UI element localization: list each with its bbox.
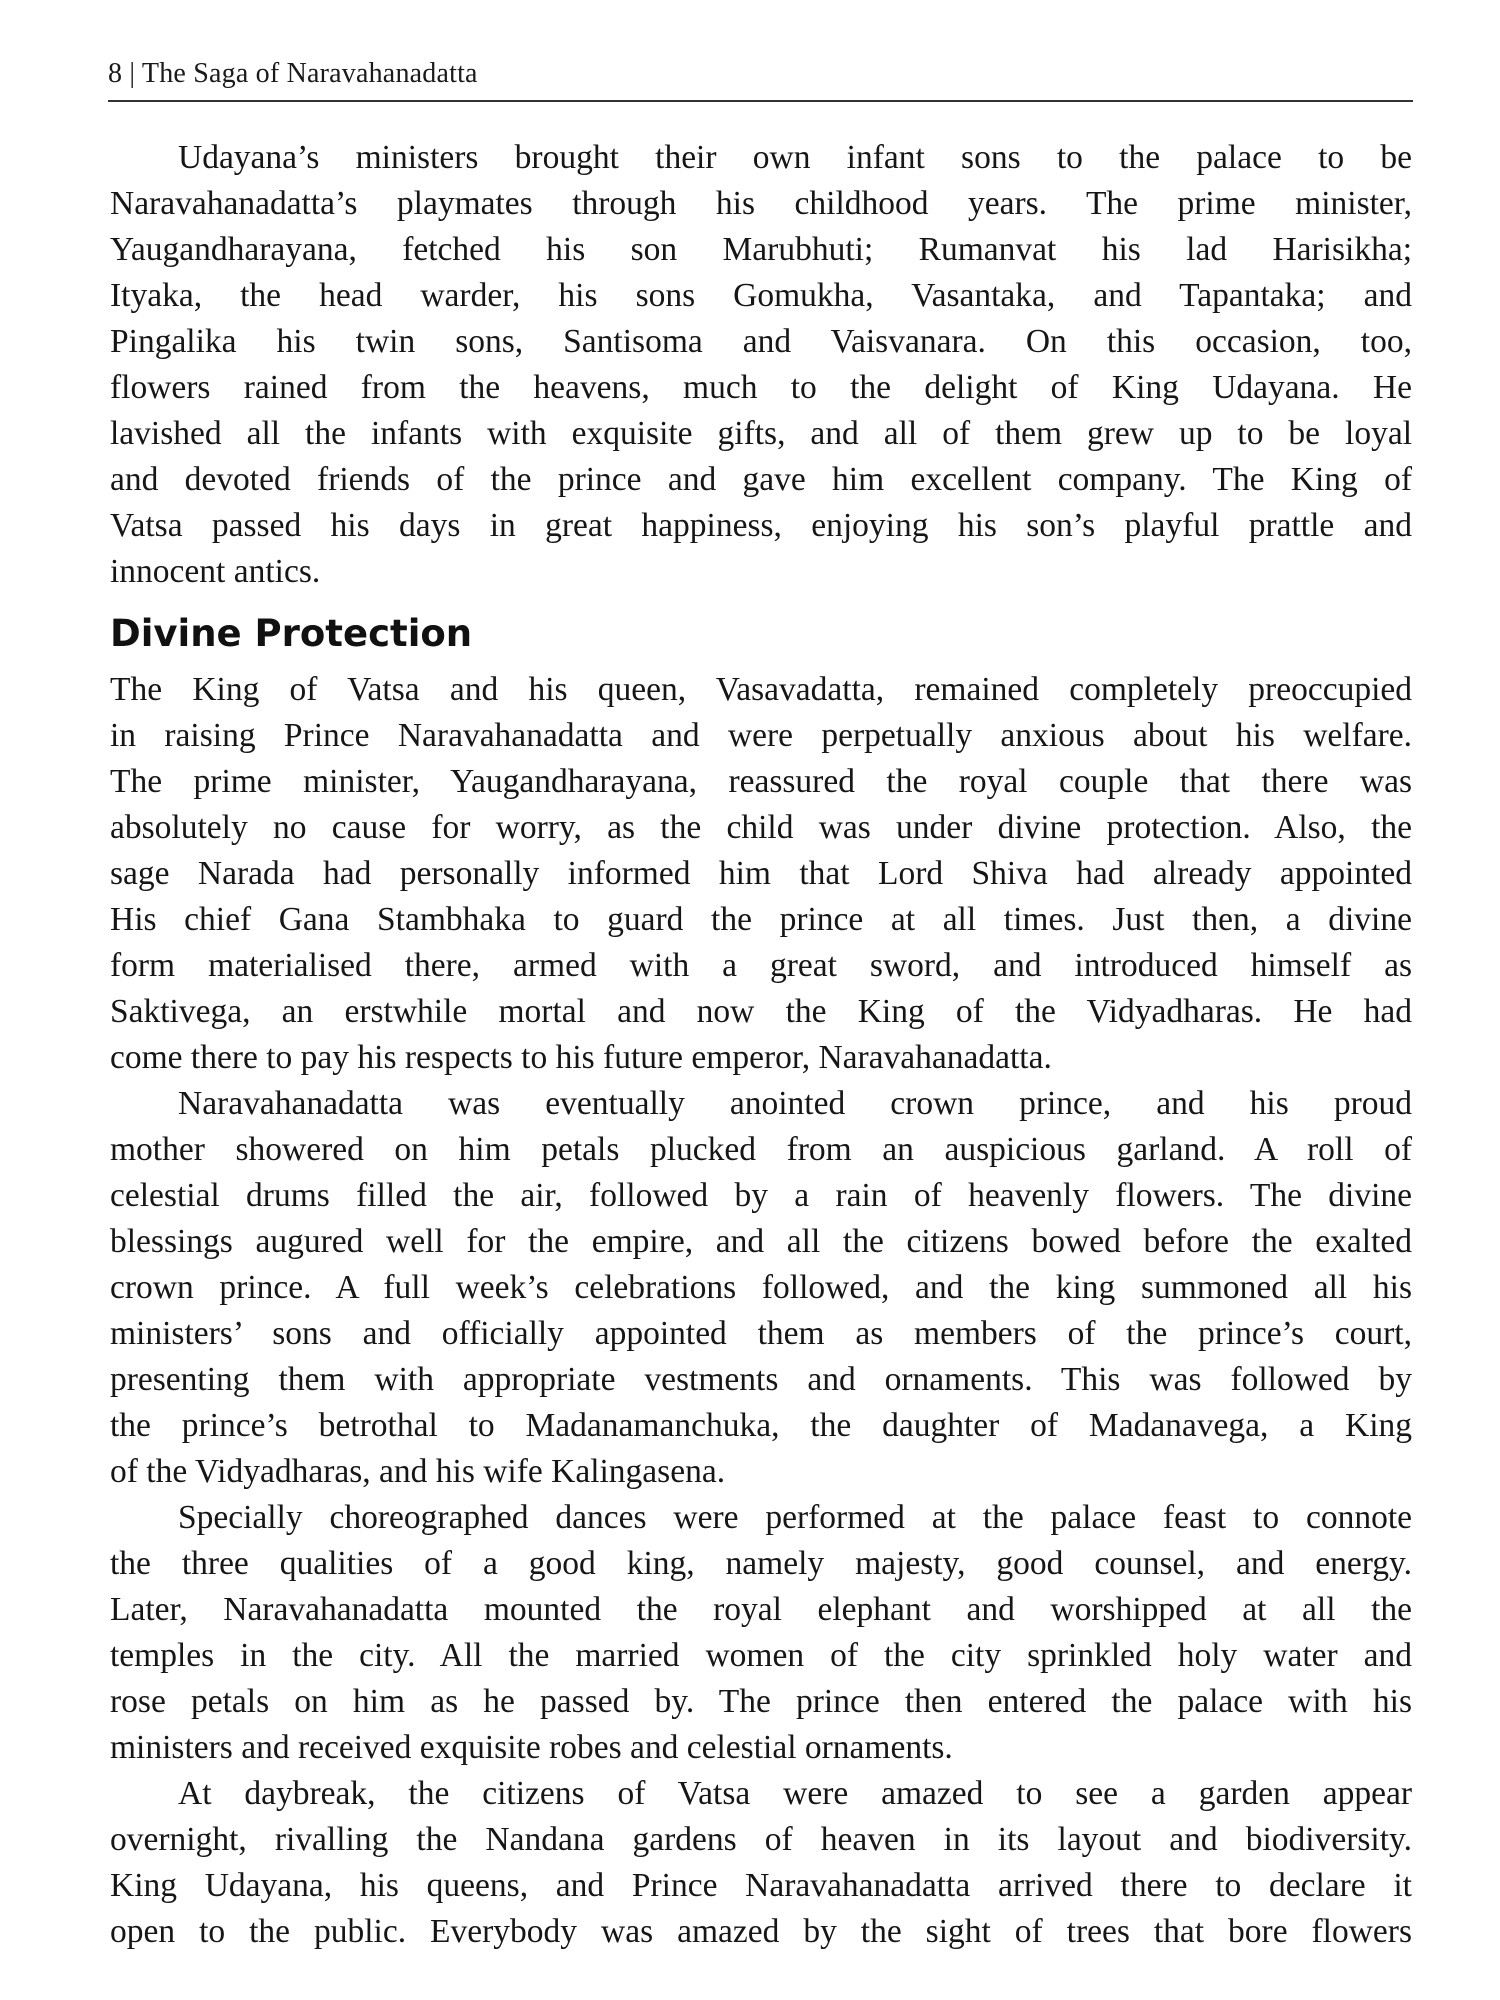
text-line bbox=[110, 1541, 1412, 1587]
text-line-content: Vatsa passed his days in great happiness, enjoying his son’s playful prattle and bbox=[110, 507, 1412, 544]
text-line bbox=[110, 1909, 1412, 1955]
text-line bbox=[110, 667, 1412, 713]
text-line-content: overnight, rivalling the Nandana gardens of heaven in its layout and biodiversity. bbox=[110, 1821, 1412, 1858]
paragraph bbox=[110, 1495, 1412, 1771]
text-line bbox=[110, 549, 1412, 595]
text-line-content: Specially choreographed dances were performed at the palace feast to connote bbox=[178, 1499, 1412, 1536]
text-line-content: The King of Vatsa and his queen, Vasavadatta, remained completely preoccupied bbox=[110, 671, 1412, 708]
text-line-content: mother showered on him petals plucked from an auspicious garland. A roll of bbox=[110, 1131, 1412, 1168]
text-line bbox=[110, 135, 1412, 181]
text-line bbox=[110, 227, 1412, 273]
text-line-content: Yaugandharayana, fetched his son Marubhuti; Rumanvat his lad Harisikha; bbox=[110, 231, 1412, 268]
text-line bbox=[110, 1495, 1412, 1541]
paragraph bbox=[110, 135, 1412, 595]
text-line-content: in raising Prince Naravahanadatta and were perpetually anxious about his welfare. bbox=[110, 717, 1412, 754]
page-body bbox=[110, 135, 1412, 1955]
text-line-content: The prime minister, Yaugandharayana, reassured the royal couple that there was bbox=[110, 763, 1412, 800]
text-line-content: form materialised there, armed with a great sword, and introduced himself as bbox=[110, 947, 1412, 984]
text-line bbox=[110, 1081, 1412, 1127]
text-line-content: Saktivega, an erstwhile mortal and now the King of the Vidyadharas. He had bbox=[110, 993, 1412, 1030]
text-line bbox=[110, 1771, 1412, 1817]
text-line bbox=[110, 1265, 1412, 1311]
text-line-content: crown prince. A full week’s celebrations followed, and the king summoned all his bbox=[110, 1269, 1412, 1306]
text-line bbox=[110, 181, 1412, 227]
text-line bbox=[110, 1633, 1412, 1679]
text-line-content: ministers and received exquisite robes and celestial ornaments. bbox=[110, 1729, 953, 1766]
text-line-content: blessings augured well for the empire, and all the citizens bowed before the exalted bbox=[110, 1223, 1412, 1260]
text-line bbox=[110, 805, 1412, 851]
text-line-content: flowers rained from the heavens, much to the delight of King Udayana. He bbox=[110, 369, 1412, 406]
section-before-heading bbox=[110, 135, 1412, 595]
text-line-content: Ityaka, the head warder, his sons Gomukha, Vasantaka, and Tapantaka; and bbox=[110, 277, 1412, 314]
section-heading: Divine Protection bbox=[110, 612, 473, 655]
text-line bbox=[110, 457, 1412, 503]
text-line bbox=[110, 989, 1412, 1035]
text-line bbox=[110, 365, 1412, 411]
text-line-content: and devoted friends of the prince and gave him excellent company. The King of bbox=[110, 461, 1412, 498]
text-line bbox=[110, 1403, 1412, 1449]
text-line bbox=[110, 1127, 1412, 1173]
text-line-content: lavished all the infants with exquisite gifts, and all of them grew up to be loyal bbox=[110, 415, 1412, 452]
text-line-content: sage Narada had personally informed him that Lord Shiva had already appointed bbox=[110, 855, 1412, 892]
text-line-content: Udayana’s ministers brought their own infant sons to the palace to be bbox=[178, 139, 1412, 176]
text-line bbox=[110, 713, 1412, 759]
text-line-content: celestial drums filled the air, followed by a rain of heavenly flowers. The divine bbox=[110, 1177, 1412, 1214]
text-line bbox=[110, 897, 1412, 943]
text-line-content: innocent antics. bbox=[110, 553, 321, 590]
text-line-content: absolutely no cause for worry, as the child was under divine protection. Also, the bbox=[110, 809, 1412, 846]
text-line-content: Pingalika his twin sons, Santisoma and Vaisvanara. On this occasion, too, bbox=[110, 323, 1412, 360]
text-line-content: of the Vidyadharas, and his wife Kalingasena. bbox=[110, 1453, 726, 1490]
text-line bbox=[110, 1311, 1412, 1357]
paragraph bbox=[110, 667, 1412, 1081]
text-line-content: ministers’ sons and officially appointed them as members of the prince’s court, bbox=[110, 1315, 1412, 1352]
header-rule bbox=[108, 100, 1413, 102]
section-after-heading bbox=[110, 667, 1412, 1955]
text-line-content: rose petals on him as he passed by. The prince then entered the palace with his bbox=[110, 1683, 1412, 1720]
text-line-content: the three qualities of a good king, namely majesty, good counsel, and energy. bbox=[110, 1545, 1412, 1582]
text-line bbox=[110, 759, 1412, 805]
text-line bbox=[110, 1587, 1412, 1633]
text-line bbox=[110, 1357, 1412, 1403]
text-line bbox=[110, 1035, 1412, 1081]
text-line bbox=[110, 503, 1412, 549]
text-line-content: King Udayana, his queens, and Prince Naravahanadatta arrived there to declare it bbox=[110, 1867, 1412, 1904]
paragraph bbox=[110, 1081, 1412, 1495]
text-line bbox=[110, 851, 1412, 897]
text-line-content: Naravahanadatta was eventually anointed crown prince, and his proud bbox=[178, 1085, 1412, 1122]
paragraph bbox=[110, 1771, 1412, 1955]
text-line bbox=[110, 1725, 1412, 1771]
text-line-content: His chief Gana Stambhaka to guard the prince at all times. Just then, a divine bbox=[110, 901, 1412, 938]
text-line-content: open to the public. Everybody was amazed by the sight of trees that bore flowers bbox=[110, 1913, 1412, 1950]
text-line bbox=[110, 1219, 1412, 1265]
text-line-content: temples in the city. All the married women of the city sprinkled holy water and bbox=[110, 1637, 1412, 1674]
text-line-content: At daybreak, the citizens of Vatsa were amazed to see a garden appear bbox=[178, 1775, 1412, 1812]
text-line bbox=[110, 319, 1412, 365]
text-line-content: the prince’s betrothal to Madanamanchuka, the daughter of Madanavega, a King bbox=[110, 1407, 1412, 1444]
text-line-content: Naravahanadatta’s playmates through his childhood years. The prime minister, bbox=[110, 185, 1412, 222]
text-line bbox=[110, 411, 1412, 457]
text-line bbox=[110, 1449, 1412, 1495]
text-line-content: come there to pay his respects to his future emperor, Naravahanadatta. bbox=[110, 1039, 1052, 1076]
text-line bbox=[110, 1817, 1412, 1863]
text-line bbox=[110, 1173, 1412, 1219]
text-line bbox=[110, 1679, 1412, 1725]
text-line-content: presenting them with appropriate vestments and ornaments. This was followed by bbox=[110, 1361, 1412, 1398]
text-line bbox=[110, 943, 1412, 989]
running-head: 8 | The Saga of Naravahanadatta bbox=[108, 58, 478, 89]
text-line bbox=[110, 273, 1412, 319]
text-line bbox=[110, 1863, 1412, 1909]
text-line-content: Later, Naravahanadatta mounted the royal elephant and worshipped at all the bbox=[110, 1591, 1412, 1628]
